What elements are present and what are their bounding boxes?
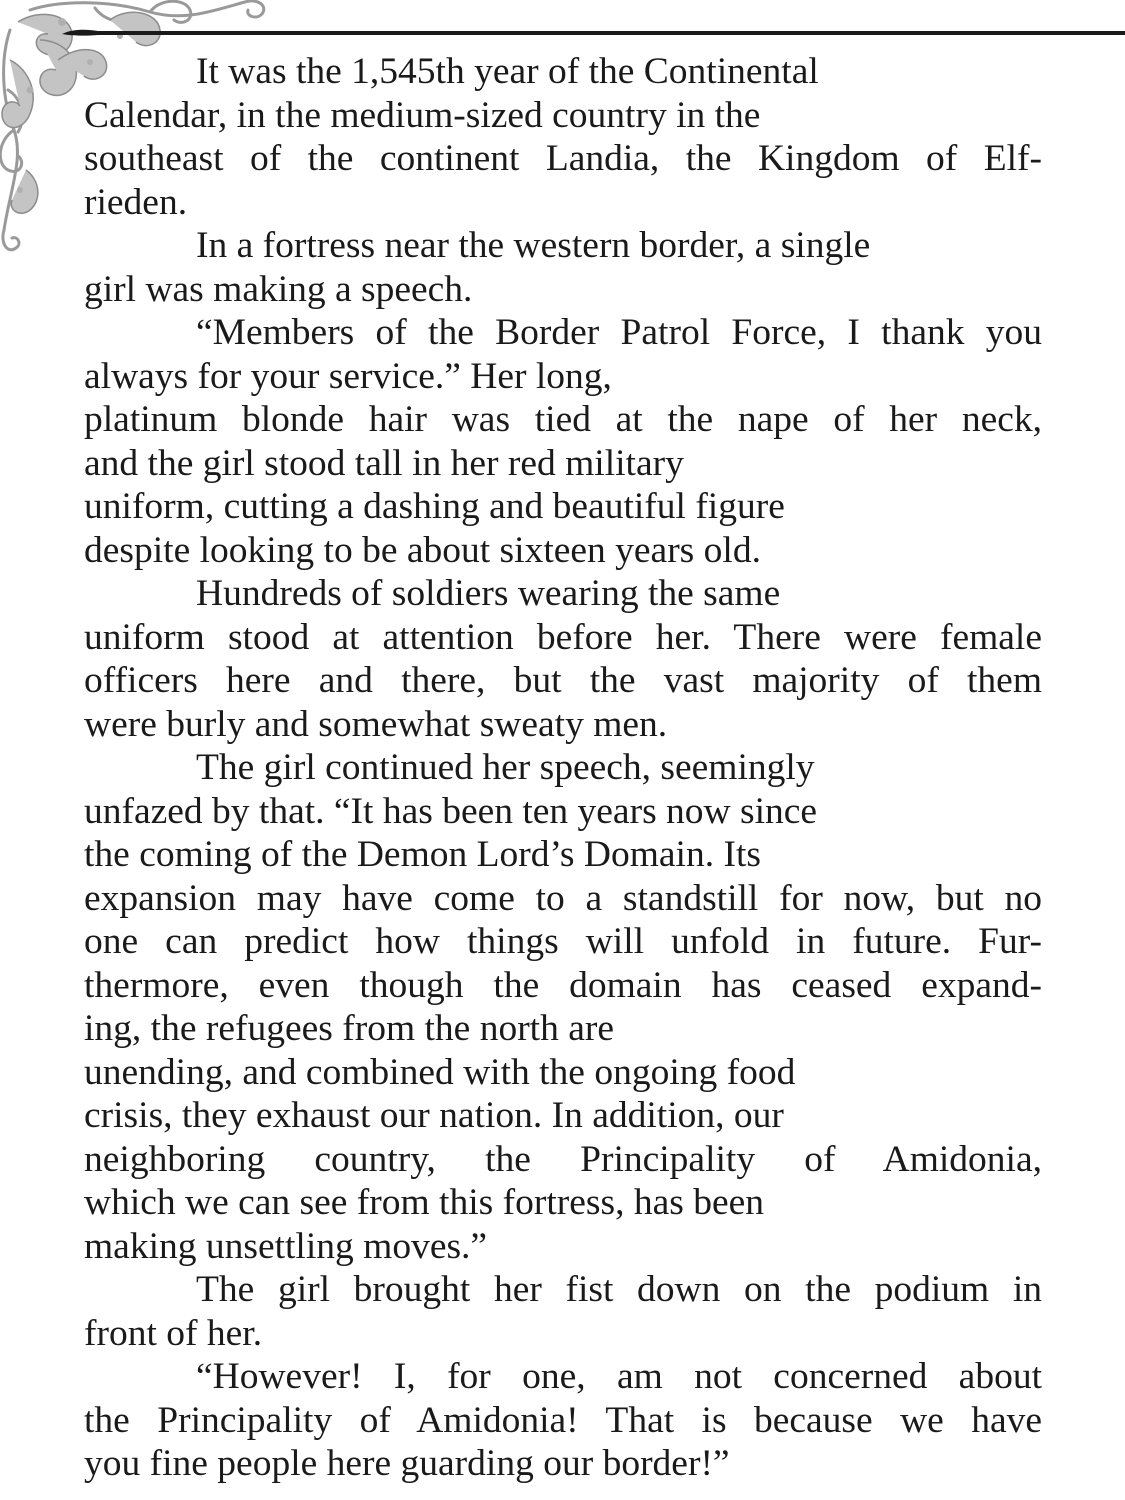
text-line: rieden. bbox=[84, 181, 188, 223]
body-text bbox=[84, 50, 1042, 1486]
text-line: front of her. bbox=[84, 1312, 263, 1354]
header-rule bbox=[62, 28, 1125, 38]
text-line: Hundreds of soldiers wearing the same bbox=[196, 573, 781, 614]
text-line: making unsettling moves.” bbox=[84, 1225, 488, 1267]
text-line: despite looking to be about sixteen years old. bbox=[84, 529, 761, 571]
text-line: crisis, they exhaust our nation. In addition, our bbox=[84, 1095, 784, 1136]
text-line: were burly and somewhat sweaty men. bbox=[84, 703, 668, 745]
text-line: platinum blonde hair was tied at the nape of her neck, bbox=[84, 399, 1042, 440]
text-line: “However! I, for one, am not concerned about bbox=[196, 1356, 1042, 1397]
text-line: ing, the refugees from the north are bbox=[84, 1008, 614, 1049]
text-line: unfazed by that. “It has been ten years now since bbox=[84, 790, 818, 832]
text-line: neighboring country, the Principality of Amidonia, bbox=[84, 1138, 1042, 1180]
text-line: It was the 1,545th year of the Continental bbox=[196, 51, 819, 92]
text-line: The girl brought her fist down on the podium in bbox=[196, 1269, 1042, 1310]
text-line: expansion may have come to a standstill for now, but no bbox=[84, 877, 1042, 919]
text-line: one can predict how things will unfold in future. Fur- bbox=[84, 921, 1042, 962]
text-line: and the girl stood tall in her red military bbox=[84, 442, 684, 484]
text-line: which we can see from this fortress, has been bbox=[84, 1182, 764, 1223]
text-line: thermore, even though the domain has ceased expand- bbox=[84, 964, 1042, 1006]
text-line: Calendar, in the medium-sized country in the bbox=[84, 94, 761, 136]
text-line: “Members of the Border Patrol Force, I thank you bbox=[196, 312, 1042, 353]
text-line: The girl continued her speech, seemingly bbox=[196, 747, 815, 788]
text-line: officers here and there, but the vast majority of them bbox=[84, 660, 1042, 701]
text-line: uniform stood at attention before her. There were female bbox=[84, 616, 1042, 658]
text-line: unending, and combined with the ongoing food bbox=[84, 1051, 796, 1093]
text-line: the coming of the Demon Lord’s Domain. Its bbox=[84, 834, 761, 875]
text-line: you fine people here guarding our border!” bbox=[84, 1443, 730, 1484]
text-line: In a fortress near the western border, a single bbox=[196, 225, 871, 266]
text-line: southeast of the continent Landia, the Kingdom of Elf- bbox=[84, 138, 1042, 179]
text-line: uniform, cutting a dashing and beautiful figure bbox=[84, 486, 785, 527]
text-line: girl was making a speech. bbox=[84, 268, 473, 310]
text-line: the Principality of Amidonia! That is because we have bbox=[84, 1399, 1042, 1441]
text-line: always for your service.” Her long, bbox=[84, 355, 612, 397]
